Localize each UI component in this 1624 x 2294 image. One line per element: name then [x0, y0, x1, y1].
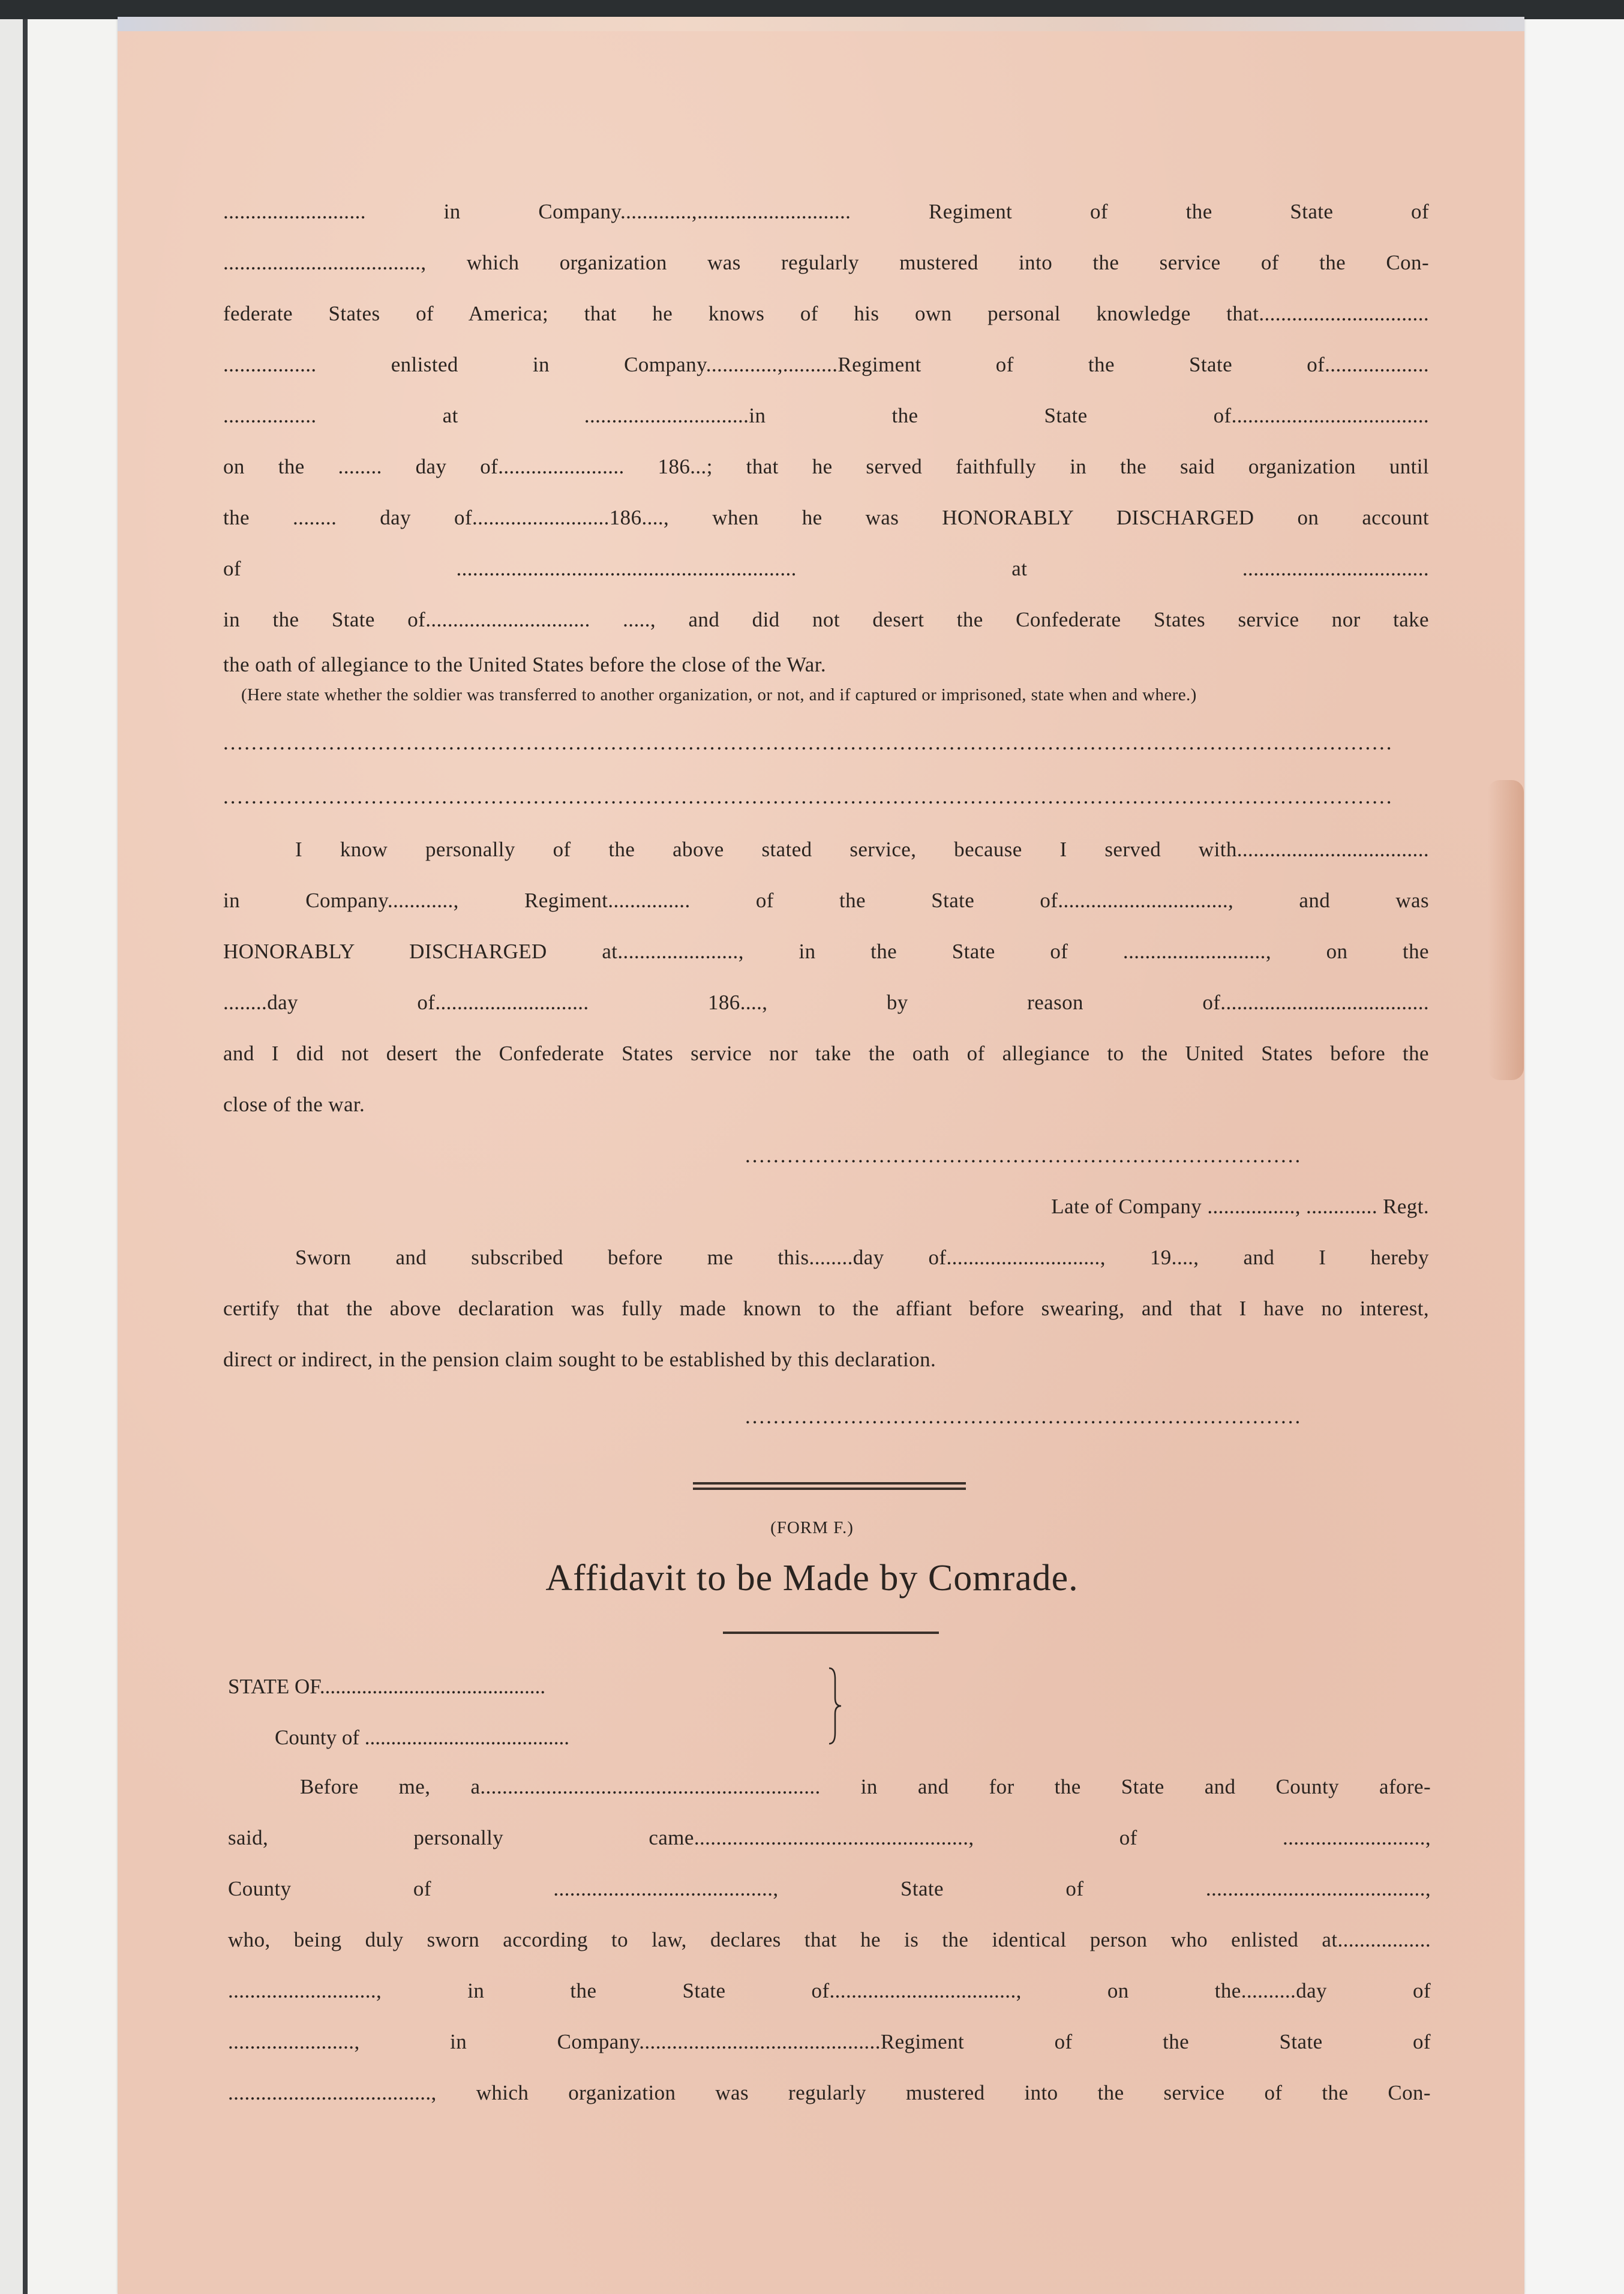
comrade-line: in Company............, Regiment............... of the State of..............................., and was — [223, 889, 1429, 912]
affidavit-line: the oath of allegiance to the United States before the close of the War. — [223, 653, 826, 676]
venue-brace — [828, 1667, 842, 1745]
affidavit-line: ................. enlisted in Company.............,..........Regiment of the State of................... — [223, 353, 1429, 376]
scanner-right-margin — [1524, 19, 1624, 2294]
affidavit-line: in the State of.............................. ....., and did not desert the Confederate States service nor take — [223, 608, 1429, 631]
affidavit-line: .......................... in Company.............,............................ Regiment of the State of — [223, 200, 1429, 223]
form-label: (FORM F.) — [770, 1518, 854, 1537]
affidavit-line: the ........ day of.........................186...., when he was HONORABLY DISCHARGED on account — [223, 506, 1429, 529]
comrade-line: I know personally of the above stated service, because I served with................................... — [295, 838, 1429, 861]
form-f-line: County of ........................................, State of ........................................, — [228, 1877, 1431, 1900]
scanner-left-edge — [23, 19, 28, 2294]
affidavit-line: of .............................................................. at .................................. — [223, 557, 1429, 580]
section-divider — [693, 1482, 966, 1491]
jurat-line: certify that the above declaration was fully made known to the affiant before swearing, and that I have no interest, — [223, 1297, 1429, 1320]
late-of-company-line: Late of Company ................, ............. Regt. — [1051, 1195, 1429, 1218]
venue-block — [228, 1661, 569, 1763]
blank-fill-line: ...................................................................................................................................................................... — [223, 785, 1394, 808]
paper-stain — [1488, 780, 1524, 1080]
blank-fill-line: ...................................................................................................................................................................... — [223, 731, 1394, 754]
form-f-line: ......................., in Company............................................Regiment of the State of — [228, 2030, 1431, 2053]
officer-signature-line: ............................................................................... — [745, 1405, 1302, 1428]
county-of-field: County of ....................................... — [275, 1726, 569, 1749]
form-f-line: ....................................., which organization was regularly mustered into the service of the Con- — [228, 2081, 1431, 2104]
affidavit-continuation — [223, 186, 1429, 1442]
affidavit-line: ................. at ..............................in the State of.................................... — [223, 404, 1429, 427]
form-f-body — [228, 1761, 1431, 2118]
form-title: Affidavit to be Made by Comrade. — [545, 1558, 1079, 1599]
paper-top-edge — [118, 17, 1524, 31]
jurat-line: Sworn and subscribed before me this........day of............................, 19...., and I hereby — [295, 1246, 1429, 1269]
affidavit-line: on the ........ day of....................... 186...; that he served faithfully in the said organization until — [223, 455, 1429, 478]
comrade-signature-line: ............................................................................... — [745, 1144, 1302, 1167]
form-f-line: ..........................., in the State of.................................., on the..........day of — [228, 1979, 1431, 2002]
comrade-line: close of the war. — [223, 1093, 365, 1116]
comrade-line: HONORABLY DISCHARGED at......................, in the State of .........................., on the — [223, 940, 1429, 963]
scanner-left-margin — [0, 0, 24, 2294]
state-of-field: STATE OF........................................... — [228, 1675, 546, 1698]
affidavit-line: ...................................., which organization was regularly mustered into the service of the Con- — [223, 251, 1429, 274]
comrade-line: ........day of............................ 186...., by reason of...................................... — [223, 991, 1429, 1014]
form-f-line: who, being duly sworn according to law, declares that he is the identical person who enlisted at................. — [228, 1928, 1431, 1951]
jurat-line: direct or indirect, in the pension claim sought to be established by this declaration. — [223, 1348, 936, 1371]
affidavit-line: federate States of America; that he knows of his own personal knowledge that............................... — [223, 302, 1429, 325]
comrade-line: and I did not desert the Confederate States service nor take the oath of allegiance to the United States before the — [223, 1042, 1429, 1065]
title-underline — [723, 1632, 939, 1634]
form-f-line: Before me, a.............................................................. in and for the State and County afore- — [300, 1775, 1431, 1798]
form-f-line: said, personally came.................................................., of .........................., — [228, 1826, 1431, 1849]
instruction-note: (Here state whether the soldier was transferred to another organization, or not, and if captured or imprisoned, state when and where.) — [241, 685, 1197, 704]
